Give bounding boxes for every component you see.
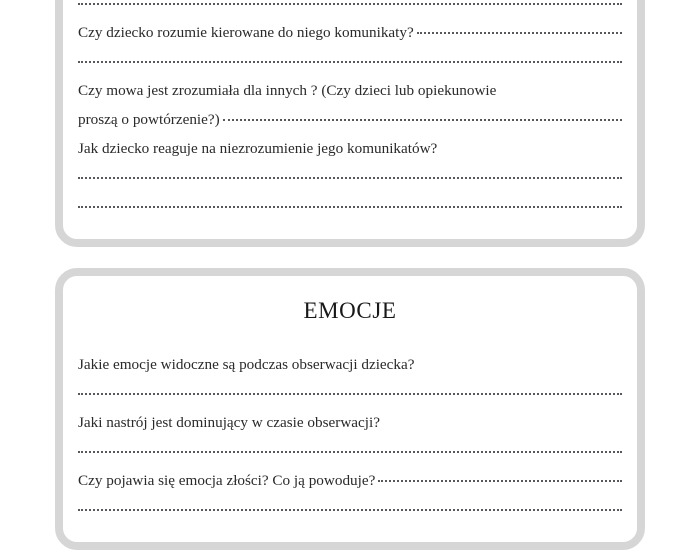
question-text: Czy dziecko rozumie kierowane do niego komunikaty? — [78, 24, 414, 41]
answer-line — [78, 379, 622, 408]
question-text: Czy pojawia się emocja złości? Co ją powoduje? — [78, 472, 376, 489]
question-row — [78, 350, 622, 379]
section-title: EMOCJE — [303, 298, 397, 323]
question-row — [78, 408, 622, 437]
dotted-rule — [78, 2, 622, 5]
question-text: Jakie emocje widoczne są podczas obserwacji dziecka? — [78, 356, 415, 373]
card-content — [63, 0, 637, 239]
card-content — [63, 276, 637, 542]
question-row — [78, 466, 622, 495]
answer-line — [78, 163, 622, 192]
dotted-leader — [223, 118, 622, 121]
question-text: proszą o powtórzenie?) — [78, 111, 220, 128]
dotted-rule — [78, 392, 622, 395]
question-row — [78, 134, 622, 163]
dotted-rule — [78, 450, 622, 453]
answer-line — [78, 192, 622, 221]
dotted-rule — [78, 205, 622, 208]
dotted-rule — [78, 508, 622, 511]
section-card-emocje — [55, 268, 645, 550]
question-row-continuation — [78, 105, 622, 134]
question-text: Jak dziecko reaguje na niezrozumienie jego komunikatów? — [78, 140, 438, 157]
dotted-rule — [78, 60, 622, 63]
question-text: Czy mowa jest zrozumiała dla innych ? (Czy dzieci lub opiekunowie — [78, 82, 497, 99]
question-row — [78, 76, 622, 105]
answer-line — [78, 0, 622, 18]
dotted-leader — [417, 31, 622, 34]
answer-line — [78, 47, 622, 76]
dotted-rule — [78, 176, 622, 179]
section-card-komunikacja — [55, 0, 645, 247]
question-text: Jaki nastrój jest dominujący w czasie obserwacji? — [78, 414, 380, 431]
answer-line — [78, 437, 622, 466]
question-row — [78, 18, 622, 47]
dotted-leader — [378, 479, 622, 482]
